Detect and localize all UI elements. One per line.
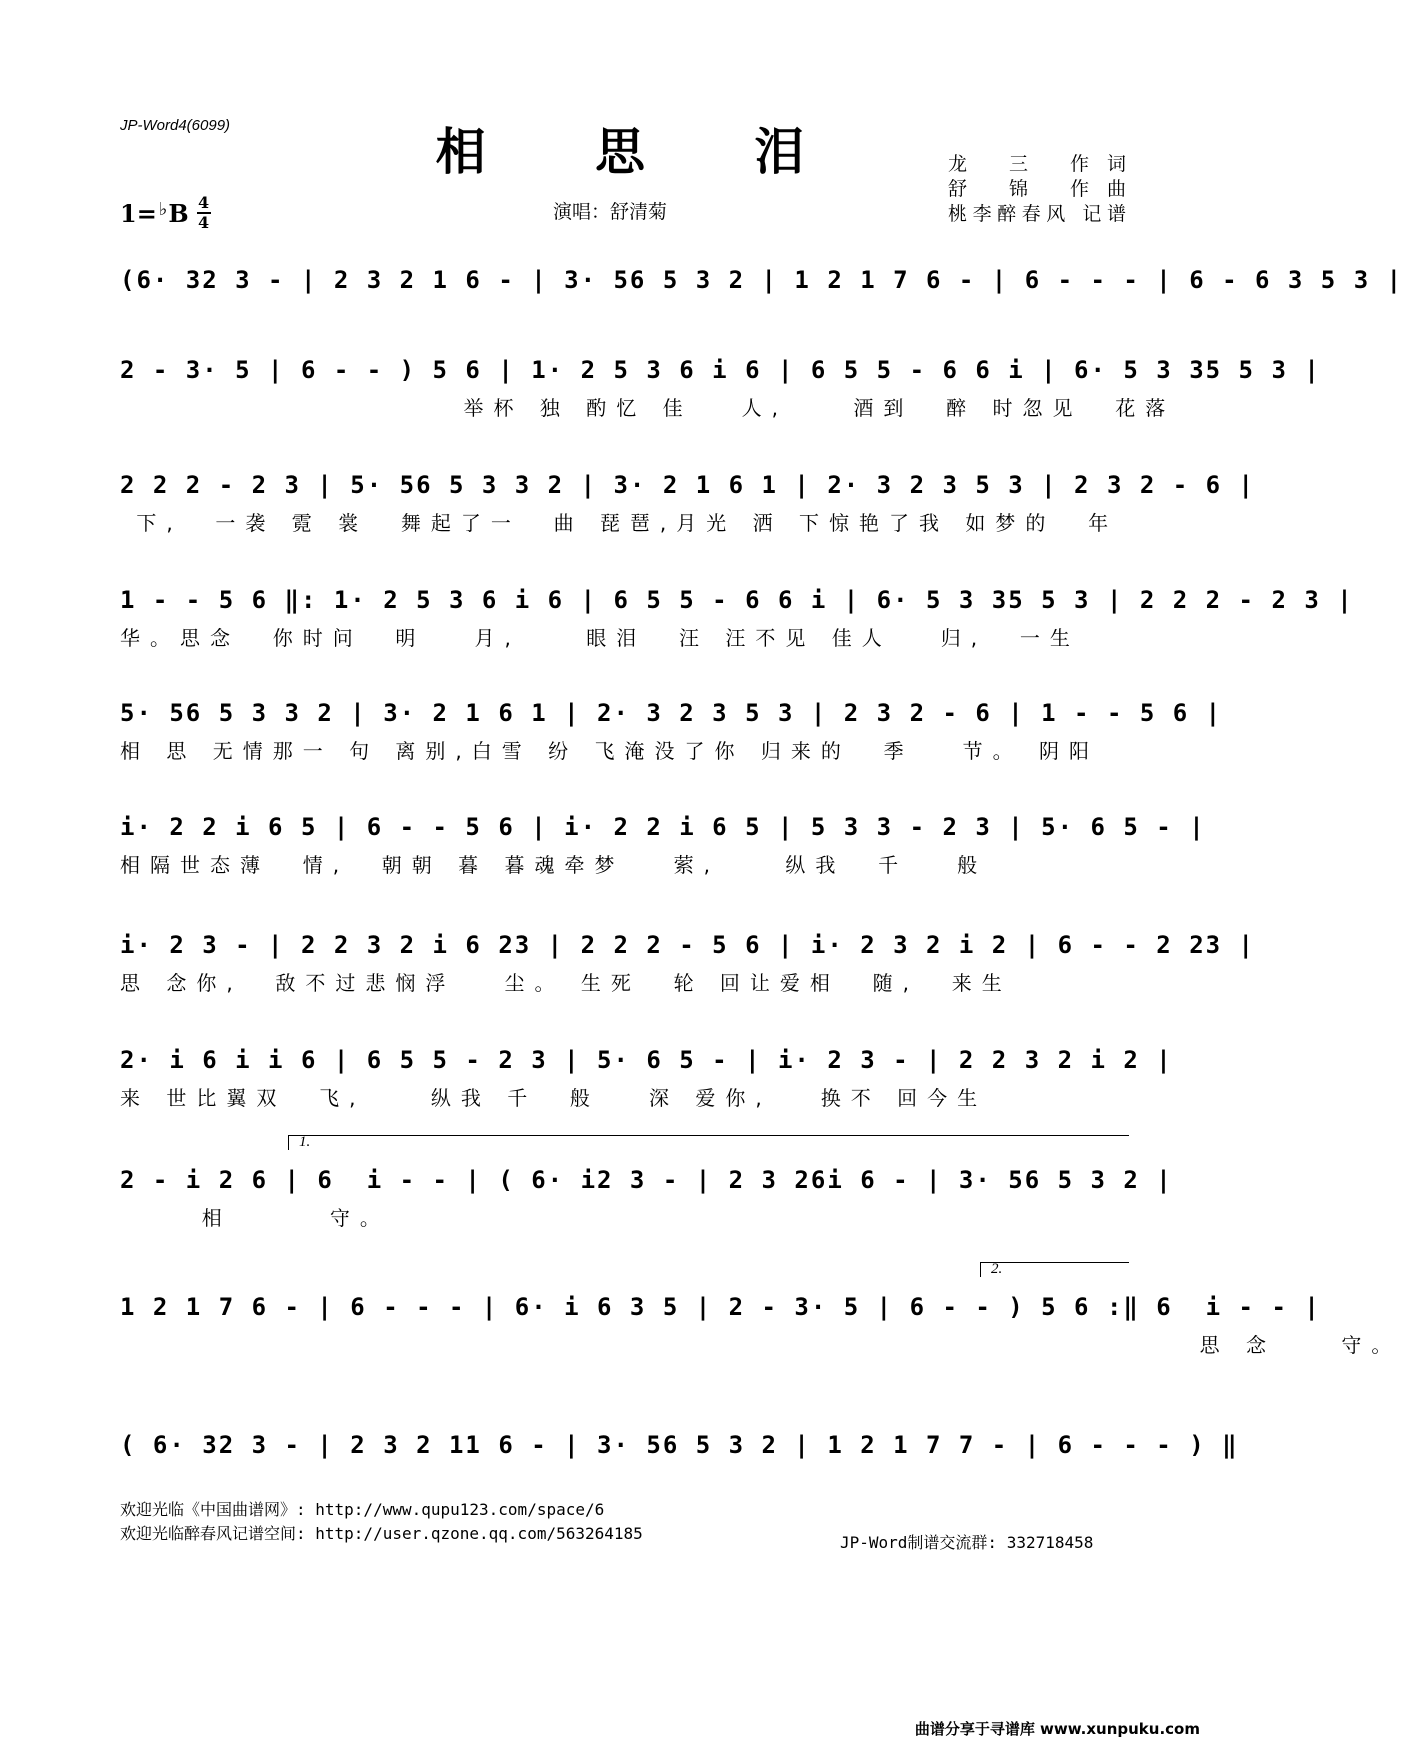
meter-top: 4 (198, 193, 210, 212)
staff-notes: i· 2 2 i 6 5 | 6 - - 5 6 | i· 2 2 i 6 5 | 5 3 3 - 2 3 | 5· 6 5 - | (120, 813, 1206, 841)
staff-lyrics: 来 世比翼双 飞, 纵我 千 般 深 爱你, 换不 回今生 (120, 1086, 988, 1110)
staff-notes: 5· 56 5 3 3 2 | 3· 2 1 6 1 | 2· 3 2 3 5 3 | 2 3 2 - 6 | 1 - - 5 6 | (120, 699, 1223, 727)
credits (948, 152, 1126, 227)
staff-lyrics: 举杯 独 酌忆 佳 人, 酒到 醉 时忽见 花落 (120, 396, 1176, 420)
staff-notes: 2 - i 2 6 | 6 i - - | ( 6· i2 3 - | 2 3 26i 6 - | 3· 56 5 3 2 | (120, 1166, 1173, 1194)
footer-links (120, 1498, 643, 1546)
staff-notes: 1 2 1 7 6 - | 6 - - - | 6· i 6 3 5 | 2 - 3· 5 | 6 - - ) 5 6 :‖ 6 i - - | (120, 1293, 1321, 1321)
footer-group: JP-Word制谱交流群: 332718458 (840, 1533, 1094, 1552)
staff-lyrics: 思 念你, 敌不过悲悯浮 尘。 生死 轮 回让爱相 随, 来生 (120, 971, 1012, 995)
staff-notes: 2 2 2 - 2 3 | 5· 56 5 3 3 2 | 3· 2 1 6 1 | 2· 3 2 3 5 3 | 2 3 2 - 6 | (120, 471, 1255, 499)
staff-notes: ( 6· 32 3 - | 2 3 2 11 6 - | 3· 56 5 3 2 | 1 2 1 7 7 - | 6 - - - ) ‖ (120, 1431, 1239, 1459)
staff-notes: 2 - 3· 5 | 6 - - ) 5 6 | 1· 2 5 3 6 i 6 | 6 5 5 - 6 6 i | 6· 5 3 35 5 3 | (120, 356, 1321, 384)
volta-1-label: 1. (299, 1134, 311, 1150)
volta-bracket-2 (980, 1262, 1129, 1277)
volta-2-label: 2. (991, 1261, 1003, 1277)
staff-lyrics: 下, 一袭 霓 裳 舞起了一 曲 琵琶,月光 洒 下惊艳了我 如梦的 年 (120, 511, 1119, 535)
staff-lyrics: 相隔世态薄 情, 朝朝 暮 暮魂牵梦 萦, 纵我 千 般 (120, 853, 988, 877)
volta-bracket-1 (288, 1135, 1129, 1150)
key-main: 1= (120, 198, 157, 228)
staff-notes: (6· 32 3 - | 2 3 2 1 6 - | 3· 56 5 3 2 | 1 2 1 7 6 - | 6 - - - | 6 - 6 3 5 3 | (120, 266, 1403, 294)
staff-lyrics: 华。思念 你时问 明 月, 眼泪 汪 汪不见 佳人 归, 一生 (120, 626, 1080, 650)
meter-bottom: 4 (198, 213, 210, 232)
lyricist-credit: 龙 三 作词 (948, 153, 1126, 175)
staff-lyrics: 思 念 守。 (120, 1333, 1402, 1357)
transcriber-credit: 桃李醉春风 记谱 (948, 203, 1126, 225)
song-title: 相 思 泪 (435, 123, 851, 181)
watermark: 曲谱分享于寻谱库 www.xunpuku.com (914, 1720, 1200, 1738)
flat-icon: ♭ (158, 198, 168, 220)
software-tag: JP-Word4(6099) (120, 117, 231, 134)
performer: 演唱：舒清菊 (553, 201, 668, 223)
time-signature (197, 195, 211, 231)
staff-lyrics: 相 守。 (120, 1206, 390, 1230)
staff-notes: i· 2 3 - | 2 2 3 2 i 6 23 | 2 2 2 - 5 6 | i· 2 3 2 i 2 | 6 - - 2 23 | (120, 931, 1255, 959)
staff-notes: 2· i 6 i i 6 | 6 5 5 - 2 3 | 5· 6 5 - | i· 2 3 - | 2 2 3 2 i 2 | (120, 1046, 1173, 1074)
footer-link-qzone[interactable]: 欢迎光临醉春风记谱空间: http://user.qzone.qq.com/563264185 (120, 1524, 643, 1543)
staff-notes: 1 - - 5 6 ‖: 1· 2 5 3 6 i 6 | 6 5 5 - 6 6 i | 6· 5 3 35 5 3 | 2 2 2 - 2 3 | (120, 586, 1354, 614)
key-note: B (168, 198, 189, 228)
composer-credit: 舒 锦 作曲 (948, 178, 1126, 200)
staff-lyrics: 相 思 无情那一 句 离别,白雪 纷 飞淹没了你 归来的 季 节。 阴阳 (120, 739, 1100, 763)
key-signature (120, 195, 211, 231)
footer-link-qupu[interactable]: 欢迎光临《中国曲谱网》: http://www.qupu123.com/space/6 (120, 1500, 605, 1519)
